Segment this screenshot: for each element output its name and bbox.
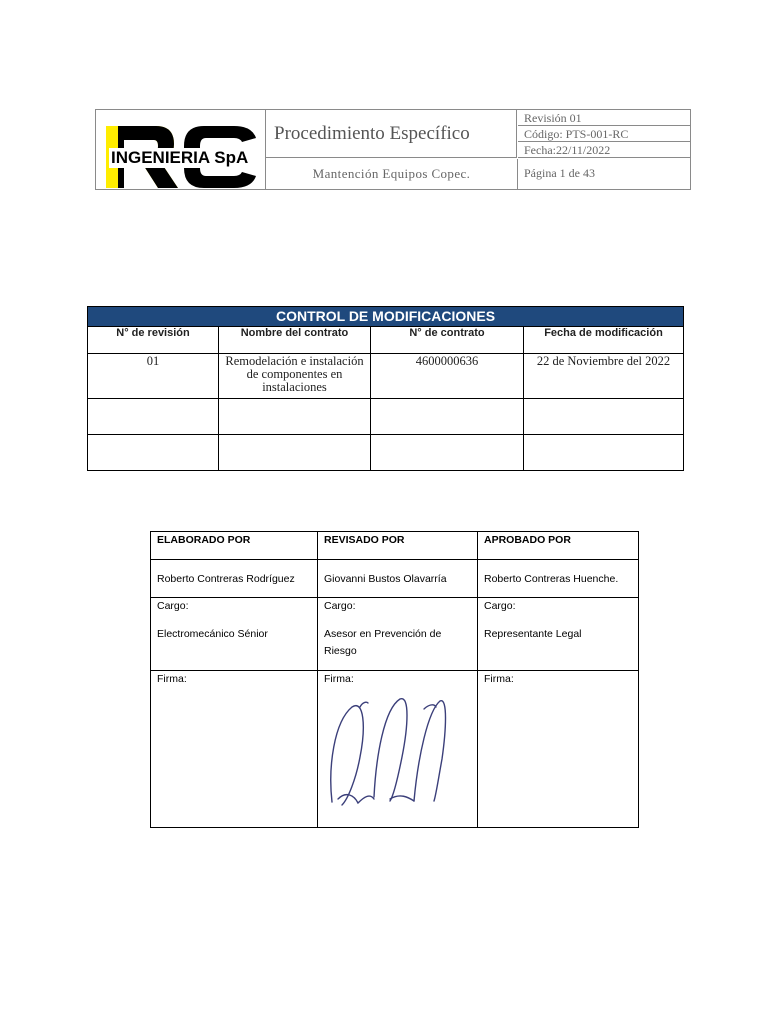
contract-number-cell: 4600000636 [371, 354, 524, 399]
contract-number-cell [371, 435, 524, 471]
document-header [95, 109, 691, 190]
document-subtitle: Mantención Equipos Copec. [266, 159, 518, 189]
page-label: Página 1 de 43 [524, 166, 595, 180]
approvals-header-row [151, 532, 639, 560]
cargo-value: Electromecánico Sénior [157, 628, 268, 640]
person-name: Roberto Contreras Huenche. [478, 560, 639, 598]
handwritten-signature [324, 687, 471, 820]
column-header: N° de revisión [88, 327, 219, 354]
modifications-title-row [88, 307, 684, 327]
revision-label: Revisión 01 [518, 110, 690, 126]
revision-cell: 01 [88, 354, 219, 399]
contract-number-cell [371, 399, 524, 435]
modifications-header-row [88, 327, 684, 354]
column-header: APROBADO POR [478, 532, 639, 560]
modifications-table [87, 306, 684, 471]
contract-name-cell: Remodelación e instalación de componentes en instalaciones [219, 354, 371, 399]
document-title: Procedimiento Específico [266, 110, 517, 158]
contract-name-cell [219, 435, 371, 471]
cargo-value: Asesor en Prevención de Riesgo [324, 628, 442, 657]
document-meta [518, 110, 690, 188]
firma-cell [478, 671, 639, 828]
approvals-names-row [151, 560, 639, 598]
modification-date-cell [524, 399, 684, 435]
cargo-label: Cargo: [484, 600, 516, 612]
cargo-cell [478, 598, 639, 671]
cargo-label: Cargo: [324, 600, 356, 612]
code-label: Código: PTS-001-RC [518, 126, 690, 142]
approvals-table [150, 531, 639, 828]
date-label: Fecha:22/11/2022 [518, 142, 690, 158]
cargo-value: Representante Legal [484, 628, 582, 640]
column-header: Nombre del contrato [219, 327, 371, 354]
table-row [88, 435, 684, 471]
firma-cell [151, 671, 318, 828]
company-logo [96, 110, 266, 189]
cargo-cell [318, 598, 478, 671]
person-name: Giovanni Bustos Olavarría [318, 560, 478, 598]
approvals-cargo-row [151, 598, 639, 671]
column-header: ELABORADO POR [151, 532, 318, 560]
revision-cell [88, 399, 219, 435]
firma-cell [318, 671, 478, 828]
contract-name-cell [219, 399, 371, 435]
column-header: Fecha de modificación [524, 327, 684, 354]
table-row [88, 354, 684, 399]
modifications-title: CONTROL DE MODIFICACIONES [88, 307, 684, 327]
firma-label: Firma: [157, 673, 187, 685]
approvals-firma-row [151, 671, 639, 828]
revision-cell [88, 435, 219, 471]
modification-date-cell [524, 435, 684, 471]
modification-date-cell: 22 de Noviembre del 2022 [524, 354, 684, 399]
logo-text: INGENIERIA SpA [111, 148, 249, 167]
cargo-cell [151, 598, 318, 671]
table-row [88, 399, 684, 435]
column-header: REVISADO POR [318, 532, 478, 560]
firma-label: Firma: [324, 673, 354, 685]
person-name: Roberto Contreras Rodríguez [151, 560, 318, 598]
firma-label: Firma: [484, 673, 514, 685]
cargo-label: Cargo: [157, 600, 189, 612]
column-header: N° de contrato [371, 327, 524, 354]
